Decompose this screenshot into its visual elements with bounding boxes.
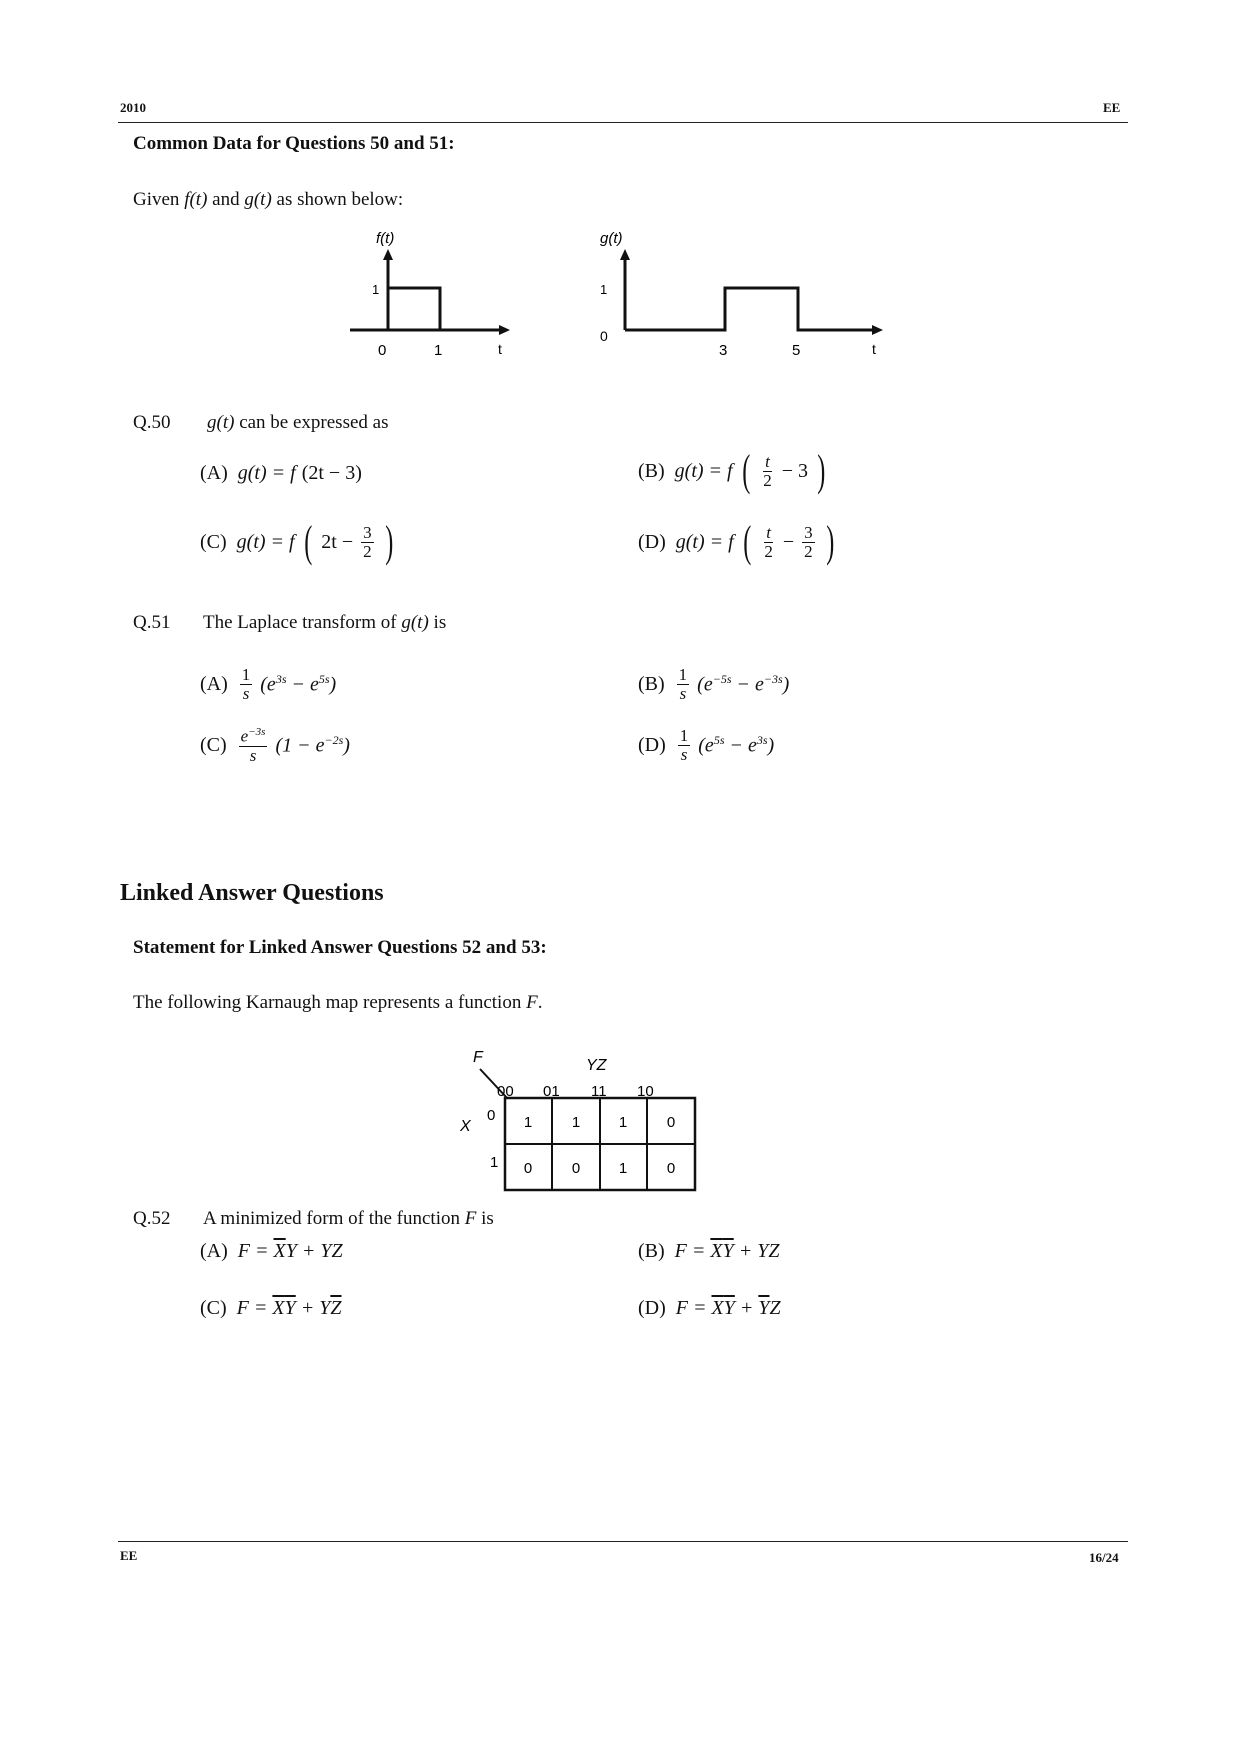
kmap-col-head-00: 00 bbox=[497, 1083, 514, 1100]
given-line bbox=[133, 189, 403, 211]
q50-d-frac2: $\frac{3}{2}$ bbox=[804, 522, 813, 561]
kmap-intro-text: The following Karnaugh map represents a function bbox=[133, 992, 522, 1013]
header-paper-code: EE bbox=[1103, 100, 1121, 115]
kmap-cell-0-2: 1 bbox=[618, 1114, 628, 1131]
f-y-arrow bbox=[383, 249, 393, 260]
q52-stem bbox=[203, 1208, 494, 1230]
q52-option-b[interactable] bbox=[638, 1240, 779, 1263]
q52-d-label: (D) bbox=[638, 1297, 666, 1319]
q50-c-lparen: ( bbox=[303, 517, 312, 566]
q51-b-expr: $(e^{-5s} - e^{-3s})$ bbox=[697, 672, 790, 696]
g-graph-title: g(t) bbox=[600, 230, 623, 247]
g-origin: 0 bbox=[600, 328, 608, 344]
q51-option-d[interactable] bbox=[638, 727, 774, 764]
q51-option-a[interactable] bbox=[200, 666, 336, 703]
given-and: and bbox=[212, 189, 240, 210]
g-x-tick-3: 3 bbox=[719, 342, 728, 359]
q50-b-frac: $\frac{t}{2}$ bbox=[763, 451, 772, 490]
f-of-t-graph bbox=[340, 225, 520, 360]
f-x-arrow bbox=[499, 325, 510, 335]
q50-b-label: (B) bbox=[638, 459, 665, 482]
q52-option-a[interactable] bbox=[200, 1240, 343, 1263]
kmap-intro bbox=[133, 992, 542, 1014]
g-y-arrow bbox=[620, 249, 630, 260]
q51-d-frac: $\frac{1}{s}$ bbox=[679, 726, 689, 764]
f-x-axis-label: t bbox=[498, 341, 502, 357]
q52-b-expr: $F = \overline{X}\overline{Y}$ + YZ bbox=[674, 1240, 780, 1262]
q50-b-rparen: ) bbox=[817, 446, 826, 495]
kmap-col-head-11: 11 bbox=[591, 1083, 607, 1100]
kmap-cell-1-2: 1 bbox=[618, 1160, 628, 1177]
q50-c-frac: $\frac{3}{2}$ bbox=[363, 522, 372, 561]
q50-b-tail: − 3 bbox=[781, 459, 809, 482]
kmap-cell-0-3: 0 bbox=[666, 1114, 676, 1131]
q52-stem-suffix: is bbox=[481, 1208, 494, 1229]
q50-option-d[interactable] bbox=[638, 517, 837, 566]
f-pulse bbox=[388, 288, 440, 330]
q50-a-label: (A) bbox=[200, 462, 228, 484]
kmap-row-head-1: 1 bbox=[490, 1154, 499, 1171]
footer-rule bbox=[118, 1541, 1128, 1542]
f-y-tick: 1 bbox=[372, 282, 380, 297]
q52-a-label: (A) bbox=[200, 1240, 228, 1262]
q50-d-lhs: g(t) = f bbox=[675, 530, 734, 553]
linked-statement: Statement for Linked Answer Questions 52 and 53: bbox=[133, 937, 547, 958]
q52-stem-expr: F bbox=[464, 1208, 477, 1229]
q50-c-rparen: ) bbox=[384, 517, 393, 566]
kmap-cell-0-1: 1 bbox=[571, 1114, 581, 1131]
kmap-row-var: X bbox=[460, 1118, 471, 1135]
g-x-arrow bbox=[872, 325, 883, 335]
q50-a-lhs: g(t) = f bbox=[237, 462, 296, 484]
q52-option-d[interactable] bbox=[638, 1297, 781, 1320]
g-pulse bbox=[625, 288, 875, 330]
f-graph-title: f(t) bbox=[376, 230, 395, 247]
kmap-cell-1-0: 0 bbox=[523, 1160, 533, 1177]
q51-stem-suffix: is bbox=[433, 612, 447, 633]
q51-a-label: (A) bbox=[200, 672, 228, 695]
q50-b-lparen: ( bbox=[741, 446, 750, 495]
g-of-t-graph bbox=[590, 225, 890, 360]
q51-c-frac: $\frac{e^{-3s}}{s}$ bbox=[240, 726, 266, 765]
q50-stem-expr: g(t) bbox=[207, 412, 235, 433]
header-rule bbox=[118, 122, 1128, 123]
q50-a-body: (2t − 3) bbox=[301, 462, 362, 484]
q51-stem bbox=[203, 612, 446, 634]
q50-stem bbox=[207, 412, 388, 434]
q50-d-mid: − bbox=[782, 530, 795, 553]
header-year: 2010 bbox=[120, 100, 146, 115]
g-x-axis-label: t bbox=[872, 341, 876, 357]
given-suffix: as shown below: bbox=[276, 189, 404, 210]
kmap-cell-1-1: 0 bbox=[571, 1160, 581, 1177]
kmap-row-head-0: 0 bbox=[487, 1107, 496, 1124]
q50-c-head: 2t − bbox=[321, 530, 354, 553]
q52-d-expr: $F = \overline{X}\overline{Y} + \overline{Y}Z$ bbox=[675, 1297, 781, 1319]
q51-b-label: (B) bbox=[638, 672, 665, 695]
kmap-col-head-10: 10 bbox=[637, 1083, 654, 1100]
q52-stem-text: A minimized form of the function bbox=[203, 1208, 460, 1229]
q50-option-a[interactable] bbox=[200, 462, 362, 485]
q52-option-c[interactable] bbox=[200, 1297, 341, 1320]
linked-section-title: Linked Answer Questions bbox=[120, 880, 384, 906]
kmap-cell-0-0: 1 bbox=[523, 1114, 533, 1131]
q51-number: Q.51 bbox=[133, 612, 171, 633]
f-x-tick-0: 0 bbox=[378, 342, 387, 359]
q51-option-c[interactable] bbox=[200, 727, 350, 764]
q50-d-rparen: ) bbox=[825, 517, 834, 566]
q50-option-b[interactable] bbox=[638, 446, 829, 495]
kmap-cell-1-3: 0 bbox=[666, 1160, 676, 1177]
common-data-heading: Common Data for Questions 50 and 51: bbox=[133, 133, 455, 154]
q50-d-lparen: ( bbox=[743, 517, 752, 566]
q50-option-c[interactable] bbox=[200, 517, 396, 566]
g-x-tick-5: 5 bbox=[792, 342, 801, 359]
q51-a-expr: $(e^{3s} - e^{5s})$ bbox=[260, 672, 337, 696]
q51-stem-expr: g(t) bbox=[401, 612, 429, 633]
q51-c-label: (C) bbox=[200, 734, 227, 757]
q50-d-frac1: $\frac{t}{2}$ bbox=[764, 522, 773, 561]
kmap-func-label: F bbox=[473, 1049, 483, 1066]
q51-c-expr: $(1 - e^{-2s})$ bbox=[275, 733, 350, 757]
q52-number: Q.52 bbox=[133, 1208, 171, 1229]
kmap-col-head-01: 01 bbox=[543, 1083, 560, 1100]
g-y-tick: 1 bbox=[600, 282, 608, 297]
given-prefix: Given bbox=[133, 189, 180, 210]
kmap-intro-end: . bbox=[537, 992, 543, 1013]
q50-d-label: (D) bbox=[638, 530, 666, 553]
footer-paper-code: EE bbox=[120, 1548, 138, 1563]
q52-c-label: (C) bbox=[200, 1297, 227, 1319]
given-g-expr: g(t) bbox=[244, 189, 272, 210]
q52-b-label: (B) bbox=[638, 1240, 665, 1262]
karnaugh-map bbox=[460, 1045, 700, 1195]
q50-stem-text: can be expressed as bbox=[239, 412, 389, 433]
q51-b-frac: $\frac{1}{s}$ bbox=[678, 665, 688, 703]
q50-number: Q.50 bbox=[133, 412, 171, 433]
q51-option-b[interactable] bbox=[638, 666, 789, 703]
q50-c-lhs: g(t) = f bbox=[236, 530, 295, 553]
kmap-col-var: YZ bbox=[586, 1057, 607, 1074]
q51-stem-text: The Laplace transform of bbox=[203, 612, 397, 633]
q50-c-label: (C) bbox=[200, 530, 227, 553]
q52-a-expr: $F = \overline{X}Y$ + YZ bbox=[237, 1240, 343, 1262]
q51-d-expr: $(e^{5s} - e^{3s})$ bbox=[698, 733, 775, 757]
q50-b-lhs: g(t) = f bbox=[674, 459, 733, 482]
q52-c-expr: $F = \overline{X}\overline{Y} + Y\overline{Z}$ bbox=[236, 1297, 342, 1319]
kmap-intro-var: F bbox=[526, 992, 538, 1013]
footer-page-number: 16/24 bbox=[1089, 1550, 1119, 1565]
q51-a-frac: $\frac{1}{s}$ bbox=[241, 665, 251, 703]
q51-d-label: (D) bbox=[638, 733, 666, 756]
given-f-expr: f(t) bbox=[184, 189, 208, 210]
f-x-tick-1: 1 bbox=[434, 342, 443, 359]
